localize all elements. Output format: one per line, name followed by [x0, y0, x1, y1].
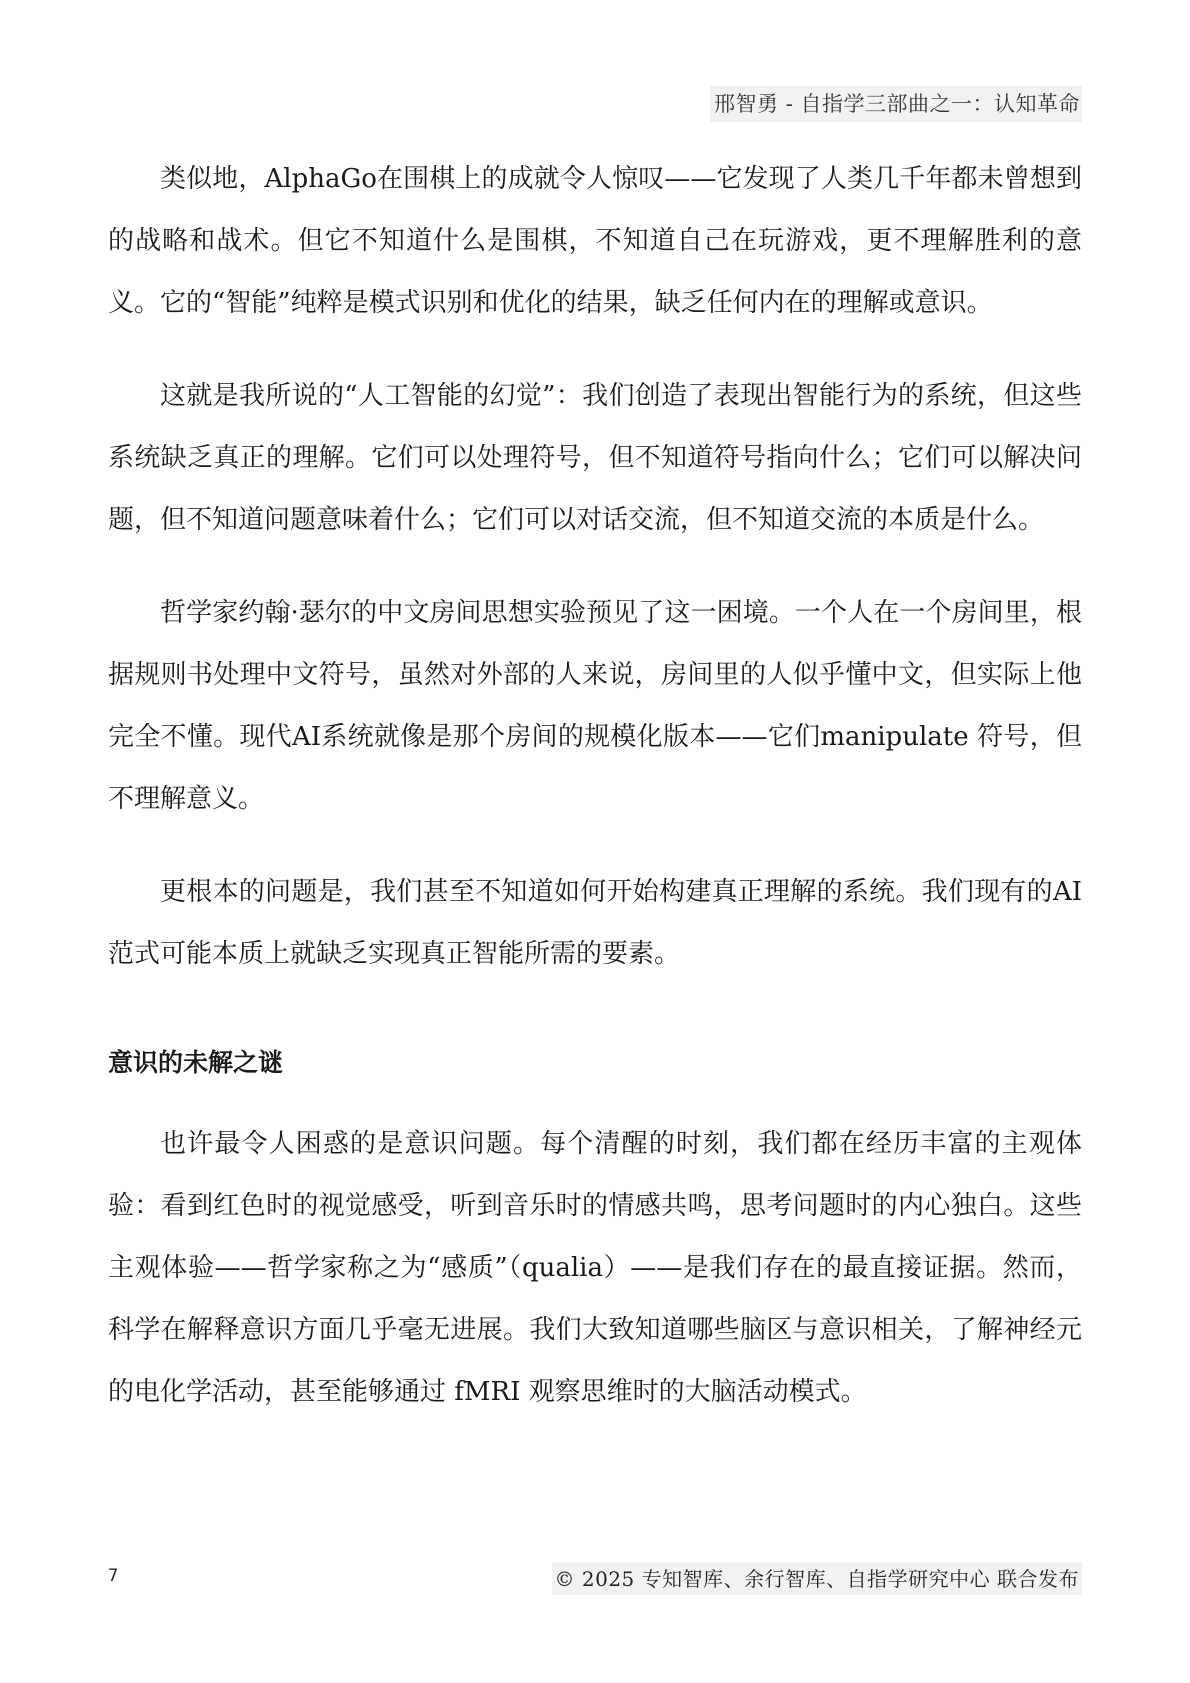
body-paragraph-3: 哲学家约翰·瑟尔的中文房间思想实验预见了这一困境。一个人在一个房间里，根据规则书处理中文符号，虽然对外部的人来说，房间里的人似乎懂中文，但实际上他完全不懂。现代AI系统就像是那个房间的规模化版本——它们manipulate 符号，但不理解意义。: [108, 598, 1082, 814]
page-body: [108, 148, 1082, 1454]
running-header: 邢智勇 - 自指学三部曲之一：认知革命: [710, 86, 1082, 122]
footer-credit: © 2025 专知智库、余行智库、自指学研究中心 联合发布: [552, 1562, 1082, 1595]
body-paragraph-1: 类似地，AlphaGo在围棋上的成就令人惊叹——它发现了人类几千年都未曾想到的战略和战术。但它不知道什么是围棋，不知道自己在玩游戏，更不理解胜利的意义。它的“智能”纯粹是模式识别和优化的结果，缺乏任何内在的理解或意识。: [108, 164, 1082, 318]
section-paragraph-1: 也许最令人困惑的是意识问题。每个清醒的时刻，我们都在经历丰富的主观体验：看到红色时的视觉感受，听到音乐时的情感共鸣，思考问题时的内心独白。这些主观体验——哲学家称之为“感质”（qualia）——是我们存在的最直接证据。然而，科学在解释意识方面几乎毫无进展。我们大致知道哪些脑区与意识相关，了解神经元的电化学活动，甚至能够通过 fMRI 观察思维时的大脑活动模式。: [108, 1129, 1082, 1407]
page-number: 7: [108, 1566, 119, 1586]
body-paragraph-4: 更根本的问题是，我们甚至不知道如何开始构建真正理解的系统。我们现有的AI范式可能本质上就缺乏实现真正智能所需的要素。: [108, 877, 1082, 969]
section-heading: 意识的未解之谜: [108, 1048, 284, 1077]
body-paragraph-2: 这就是我所说的“人工智能的幻觉”：我们创造了表现出智能行为的系统，但这些系统缺乏真正的理解。它们可以处理符号，但不知道符号指向什么；它们可以解决问题，但不知道问题意味着什么；它们可以对话交流，但不知道交流的本质是什么。: [108, 381, 1082, 535]
